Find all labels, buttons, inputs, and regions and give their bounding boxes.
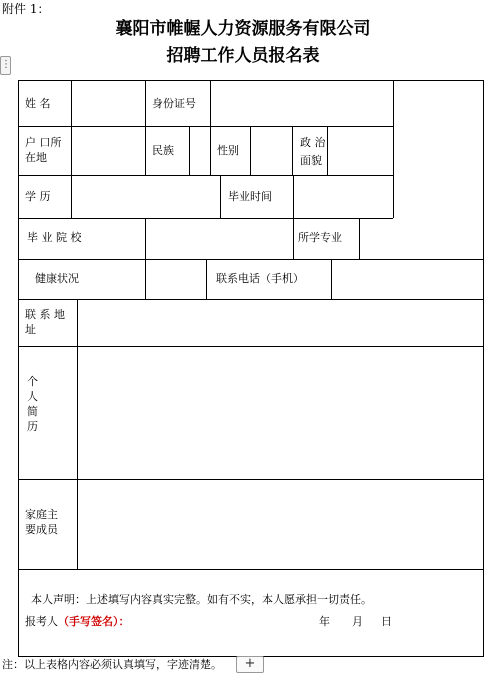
col-divider [77, 299, 78, 346]
form-title: 招聘工作人员报名表 [166, 46, 320, 66]
col-divider [71, 175, 72, 218]
footer-note: 注：以上表格内容必须认真填写，字迹清楚。 [2, 658, 222, 671]
gender-label: 性别 [217, 144, 239, 157]
col-divider [71, 81, 72, 126]
col-divider [145, 259, 146, 299]
signature-hint: （手写签名）： [58, 615, 130, 628]
family-label-line2: 要成员 [25, 523, 58, 536]
hukou-label-line1: 户 口所 [25, 136, 62, 149]
col-divider [359, 218, 360, 259]
address-label-line1: 联 系 地 [25, 308, 65, 321]
row-divider [19, 218, 393, 219]
school-label: 毕 业 院 校 [27, 231, 82, 244]
col-divider [77, 346, 78, 479]
col-divider [250, 126, 251, 175]
date-day: 日 [381, 615, 392, 628]
ethnicity-label: 民族 [152, 144, 174, 157]
col-divider [210, 126, 211, 175]
family-label-line1: 家庭主 [25, 508, 58, 521]
resume-label-3: 简 [27, 405, 38, 418]
registration-form-table [18, 80, 484, 657]
resume-label-4: 历 [27, 420, 38, 433]
row-divider [19, 569, 483, 570]
photo-divider [393, 81, 394, 218]
education-label: 学 历 [25, 190, 51, 203]
row-divider [19, 479, 483, 480]
col-divider [331, 259, 332, 299]
row-divider [19, 259, 483, 260]
political-label-line1: 政 治 [300, 136, 326, 149]
col-divider [189, 126, 190, 175]
add-icon[interactable]: + [236, 656, 264, 673]
id-number-label: 身份证号 [152, 97, 196, 110]
col-divider [327, 126, 328, 175]
col-divider [292, 126, 293, 175]
name-label: 姓 名 [25, 97, 51, 110]
date-month: 月 [352, 615, 363, 628]
row-divider [19, 299, 483, 300]
col-divider [293, 218, 294, 259]
declaration-text: 本人声明：上述填写内容真实完整。如有不实，本人愿承担一切责任。 [31, 593, 372, 606]
major-label: 所学专业 [298, 231, 342, 244]
row-divider [19, 175, 393, 176]
hukou-label-line2: 在地 [25, 151, 47, 164]
attachment-label: 附件 1： [2, 2, 50, 16]
drag-handle-icon[interactable]: ⋮ [0, 56, 11, 75]
col-divider [77, 479, 78, 569]
political-label-line2: 面貌 [300, 154, 322, 167]
applicant-signature-line [25, 613, 130, 629]
col-divider [293, 175, 294, 218]
phone-label: 联系电话（手机） [216, 272, 304, 285]
row-divider [19, 346, 483, 347]
row-divider [19, 126, 393, 127]
applicant-label: 报考人 [25, 615, 58, 628]
col-divider [145, 81, 146, 126]
col-divider [206, 259, 207, 299]
company-title: 襄阳市帷幄人力资源服务有限公司 [115, 19, 371, 39]
col-divider [145, 218, 146, 259]
col-divider [210, 81, 211, 126]
health-label: 健康状况 [35, 272, 79, 285]
col-divider [220, 175, 221, 218]
date-year: 年 [319, 615, 330, 628]
col-divider [145, 126, 146, 175]
resume-label-2: 人 [27, 390, 38, 403]
address-label-line2: 址 [25, 323, 36, 336]
resume-label-1: 个 [27, 375, 38, 388]
col-divider [71, 126, 72, 175]
graduation-time-label: 毕业时间 [228, 190, 272, 203]
